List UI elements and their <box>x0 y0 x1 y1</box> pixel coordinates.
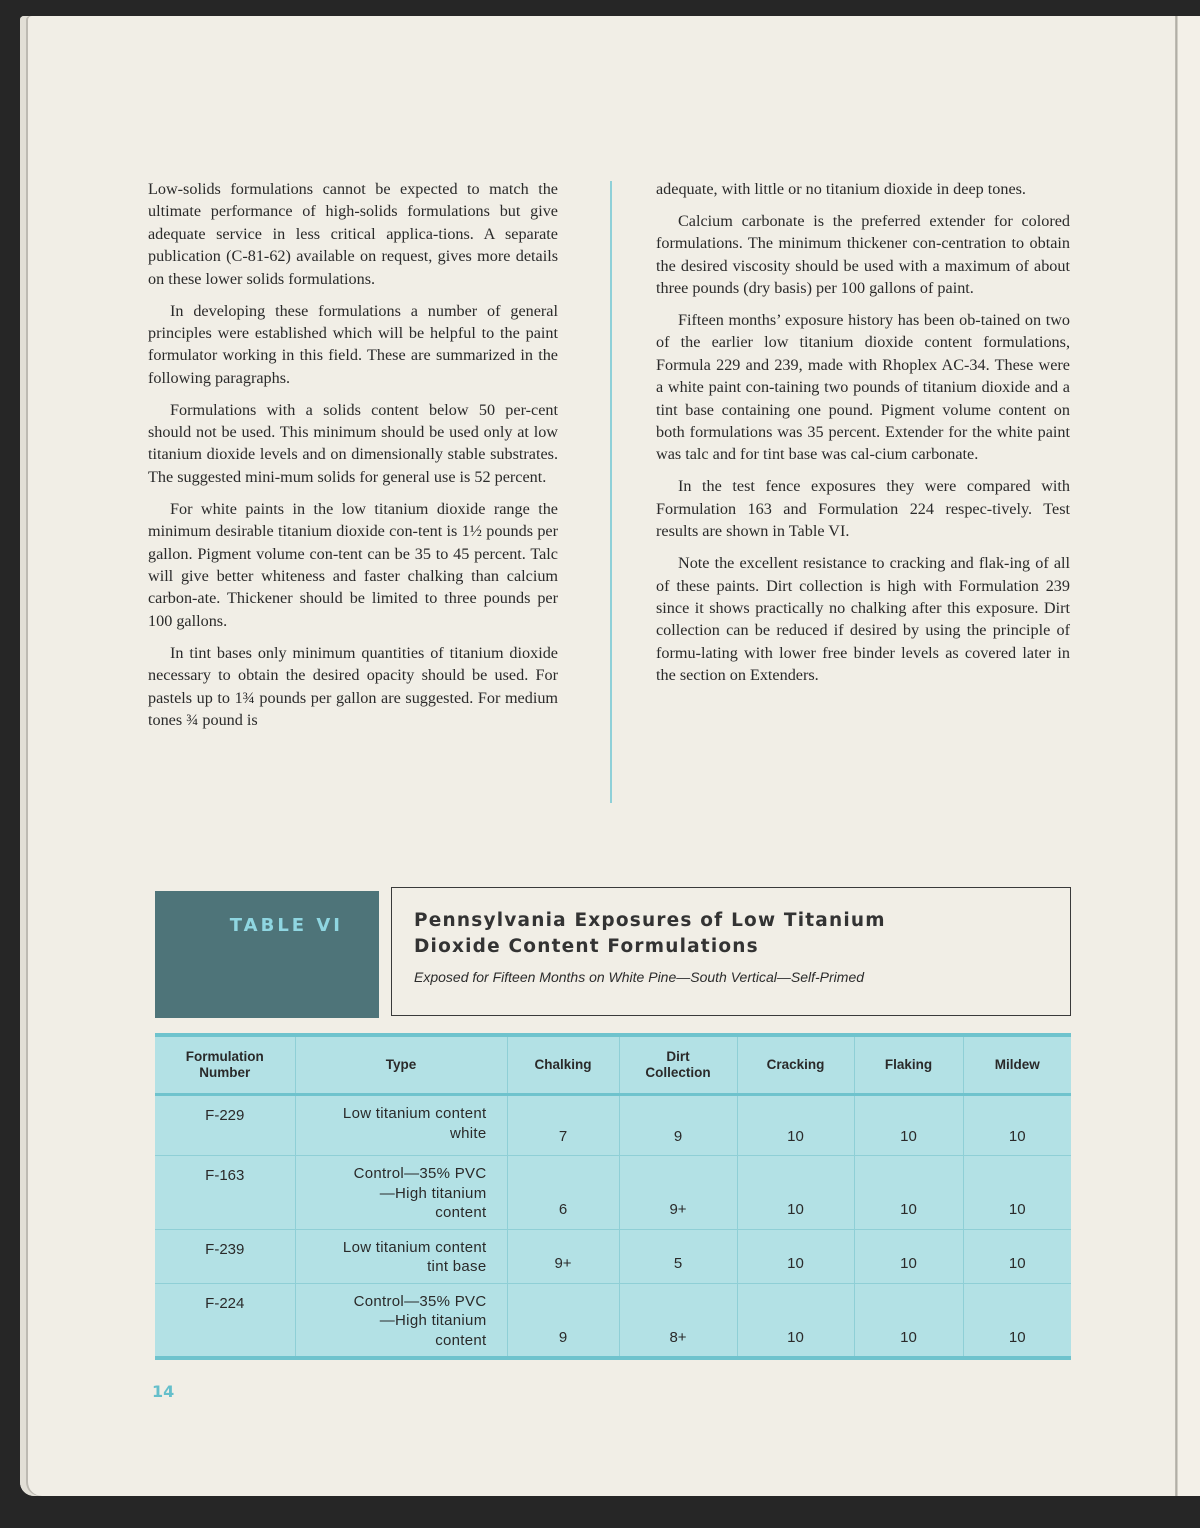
dirt-collection-cell: 9 <box>619 1095 737 1156</box>
table-row <box>155 1283 1071 1356</box>
formulation-cell: F-163 <box>155 1156 295 1230</box>
type-cell: Low titanium content tint base <box>295 1229 507 1283</box>
table-title-line1: Pennsylvania Exposures of Low Titanium <box>414 910 886 931</box>
mildew-cell: 10 <box>963 1095 1071 1156</box>
formulation-cell: F-239 <box>155 1229 295 1283</box>
table-row <box>155 1229 1071 1283</box>
chalking-cell: 7 <box>507 1095 619 1156</box>
dirt-collection-cell: 5 <box>619 1229 737 1283</box>
column-header-cracking: Cracking <box>737 1037 854 1095</box>
paragraph: For white paints in the low titanium dioxide range the minimum desirable titanium dioxide con-tent is 1½ pounds per gallon. Pigment volume con-tent can be 35 to 45 percent. Talc will give better whiteness and faster chalking than calcium carbon-ate. Thickener should be limited to three pounds per 100 gallons. <box>148 499 558 630</box>
mildew-cell: 10 <box>963 1156 1071 1230</box>
paragraph: Formulations with a solids content below 50 per-cent should not be used. This minimum should be used only at low titanium dioxide levels and on dimensionally stable substrates. The suggested mini-mum solids for general use is 52 percent. <box>148 400 558 486</box>
paragraph: Note the excellent resistance to cracking and flak-ing of all of these paints. Dirt collection is high with Formulation 239 since it shows practically no chalking after this exposure. Dirt collection can be reduced if desired by using the principle of formu-lating with lower free binder levels as covered later in the section on Extenders. <box>656 554 1070 685</box>
table-label-block <box>155 891 379 1018</box>
chalking-cell: 6 <box>507 1156 619 1230</box>
column-header-mildew: Mildew <box>963 1037 1071 1095</box>
cracking-cell: 10 <box>737 1229 854 1283</box>
table-title-box <box>391 887 1071 1016</box>
paragraph: Calcium carbonate is the preferred extender for colored formulations. The minimum thickener con-centration to obtain the desired viscosity should be used with a maximum of about three pounds (dry basis) per 100 gallons of paint. <box>656 211 1070 298</box>
mildew-cell: 10 <box>963 1229 1071 1283</box>
dirt-collection-cell: 8+ <box>619 1283 737 1356</box>
paragraph: In the test fence exposures they were compared with Formulation 163 and Formulation 224 respec-tively. Test results are shown in Table VI. <box>656 477 1070 541</box>
paragraph: In tint bases only minimum quantities of titanium dioxide necessary to obtain the desired opacity should be used. For pastels up to 1¾ pounds per gallon are suggested. For medium tones ¾ pound is <box>148 643 558 729</box>
flaking-cell: 10 <box>854 1156 963 1230</box>
column-header-formulation: Formulation Number <box>155 1037 295 1095</box>
type-cell: Control—35% PVC —High titanium content <box>295 1156 507 1230</box>
column-header-flaking: Flaking <box>854 1037 963 1095</box>
paragraph: Fifteen months’ exposure history has been ob-tained on two of the earlier low titanium dioxide content formulations, Formula 229 and 239, made with Rhoplex AC-34. These were a white paint con-taining two pounds of titanium dioxide and a tint base containing one pound. Pigment volume content on both formulations was 35 percent. Extender for the white paint was talc and for tint base was cal-cium carbonate. <box>656 311 1070 464</box>
column-header-dirt-collection: Dirt Collection <box>619 1037 737 1095</box>
flaking-cell: 10 <box>854 1229 963 1283</box>
cracking-cell: 10 <box>737 1283 854 1356</box>
table-row <box>155 1156 1071 1230</box>
dirt-collection-cell: 9+ <box>619 1156 737 1230</box>
table-title <box>414 908 886 960</box>
cracking-cell: 10 <box>737 1156 854 1230</box>
column-header-type: Type <box>295 1037 507 1095</box>
paragraph: Low-solids formulations cannot be expected to match the ultimate performance of high-solids formulations but give adequate service in less critical applica-tions. A separate publication (C-81-62) available on request, gives more details on these lower solids formulations. <box>148 180 558 288</box>
page-number: 14 <box>152 1382 175 1401</box>
cracking-cell: 10 <box>737 1095 854 1156</box>
flaking-cell: 10 <box>854 1283 963 1356</box>
table-title-line2: Dioxide Content Formulations <box>414 936 759 957</box>
paragraph: adequate, with little or no titanium dioxide in deep tones. <box>656 180 1026 198</box>
column-header-chalking: Chalking <box>507 1037 619 1095</box>
formulation-cell: F-229 <box>155 1095 295 1156</box>
right-text-column <box>656 178 1070 696</box>
column-divider <box>610 181 612 803</box>
next-page-edge <box>1178 16 1200 1496</box>
table-header-row <box>155 1037 1071 1095</box>
mildew-cell: 10 <box>963 1283 1071 1356</box>
flaking-cell: 10 <box>854 1095 963 1156</box>
table-row <box>155 1095 1071 1156</box>
left-text-column <box>148 178 558 741</box>
paragraph: In developing these formulations a number of general principles were established which will be helpful to the paint formulator working in this field. These are summarized in the following paragraphs. <box>148 301 558 387</box>
type-cell: Control—35% PVC —High titanium content <box>295 1283 507 1356</box>
chalking-cell: 9 <box>507 1283 619 1356</box>
table-subtitle: Exposed for Fifteen Months on White Pine—South Vertical—Self-Primed <box>414 969 865 985</box>
exposure-results-table <box>155 1033 1071 1360</box>
formulation-cell: F-224 <box>205 1294 245 1312</box>
type-cell: Low titanium content white <box>295 1095 507 1156</box>
chalking-cell: 9+ <box>507 1229 619 1283</box>
table-number: TABLE VI <box>229 915 343 936</box>
